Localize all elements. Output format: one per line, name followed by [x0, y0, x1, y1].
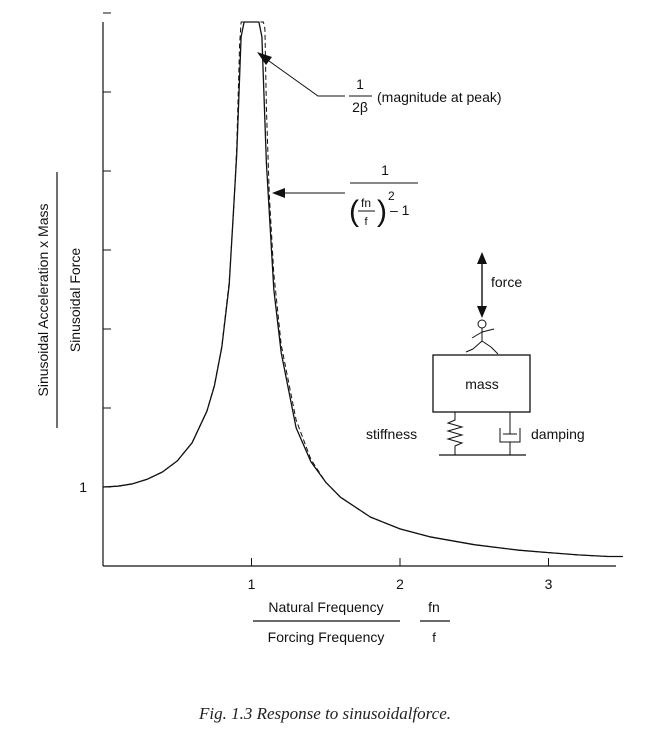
x-axis-label-numerator: Natural Frequency [268, 599, 384, 615]
annotation-peak [257, 52, 502, 115]
annotation-undamped-numerator: 1 [381, 162, 389, 178]
annotation-peak-arrow-line [262, 56, 345, 96]
y-ticks [79, 0, 111, 495]
damping-label: damping [531, 426, 585, 442]
force-label: force [491, 274, 523, 290]
force-arrow-up-head [477, 252, 487, 264]
stick-figure-icon [466, 320, 498, 354]
y-axis-label-numerator: Sinusoidal Acceleration x Mass [35, 203, 51, 397]
force-arrow-down-head [477, 306, 487, 318]
x-axis-label-denominator: Forcing Frequency [267, 629, 385, 645]
annotation-undamped-paren-den: f [364, 216, 368, 228]
stiffness-label: stiffness [366, 426, 418, 442]
x-tick-label: 1 [247, 576, 256, 592]
annotation-undamped [272, 162, 418, 228]
annotation-peak-text: (magnitude at peak) [377, 89, 502, 105]
annotation-undamped-suffix: – 1 [390, 202, 410, 218]
mass-label: mass [465, 376, 499, 392]
annotation-undamped-exponent: 2 [388, 189, 395, 203]
x-frac-numerator: fn [428, 599, 440, 615]
x-tick-label: 2 [396, 576, 404, 592]
annotation-peak-denominator: 2β [352, 99, 368, 115]
mass-spring-damper-diagram [366, 252, 585, 455]
annotation-undamped-paren-right: ) [377, 195, 387, 228]
x-frac-denominator: f [432, 630, 436, 645]
annotation-peak-arrowhead [257, 52, 272, 65]
figure-caption: Fig. 1.3 Response to sinusoidalforce. [199, 704, 451, 723]
x-ticks [248, 558, 553, 592]
y-axis-label-denominator: Sinusoidal Force [67, 247, 83, 353]
damper-icon [500, 412, 520, 455]
annotation-undamped-paren-left: ( [349, 195, 359, 228]
annotation-peak-numerator: 1 [356, 76, 364, 92]
spring-icon [448, 412, 462, 455]
y-tick-label: 1 [79, 479, 87, 495]
annotation-undamped-paren-num: fn [360, 196, 372, 210]
annotation-undamped-arrowhead [272, 188, 285, 198]
x-axis-label [253, 599, 450, 645]
y-axis-label [35, 172, 83, 428]
x-tick-label: 3 [544, 576, 553, 592]
